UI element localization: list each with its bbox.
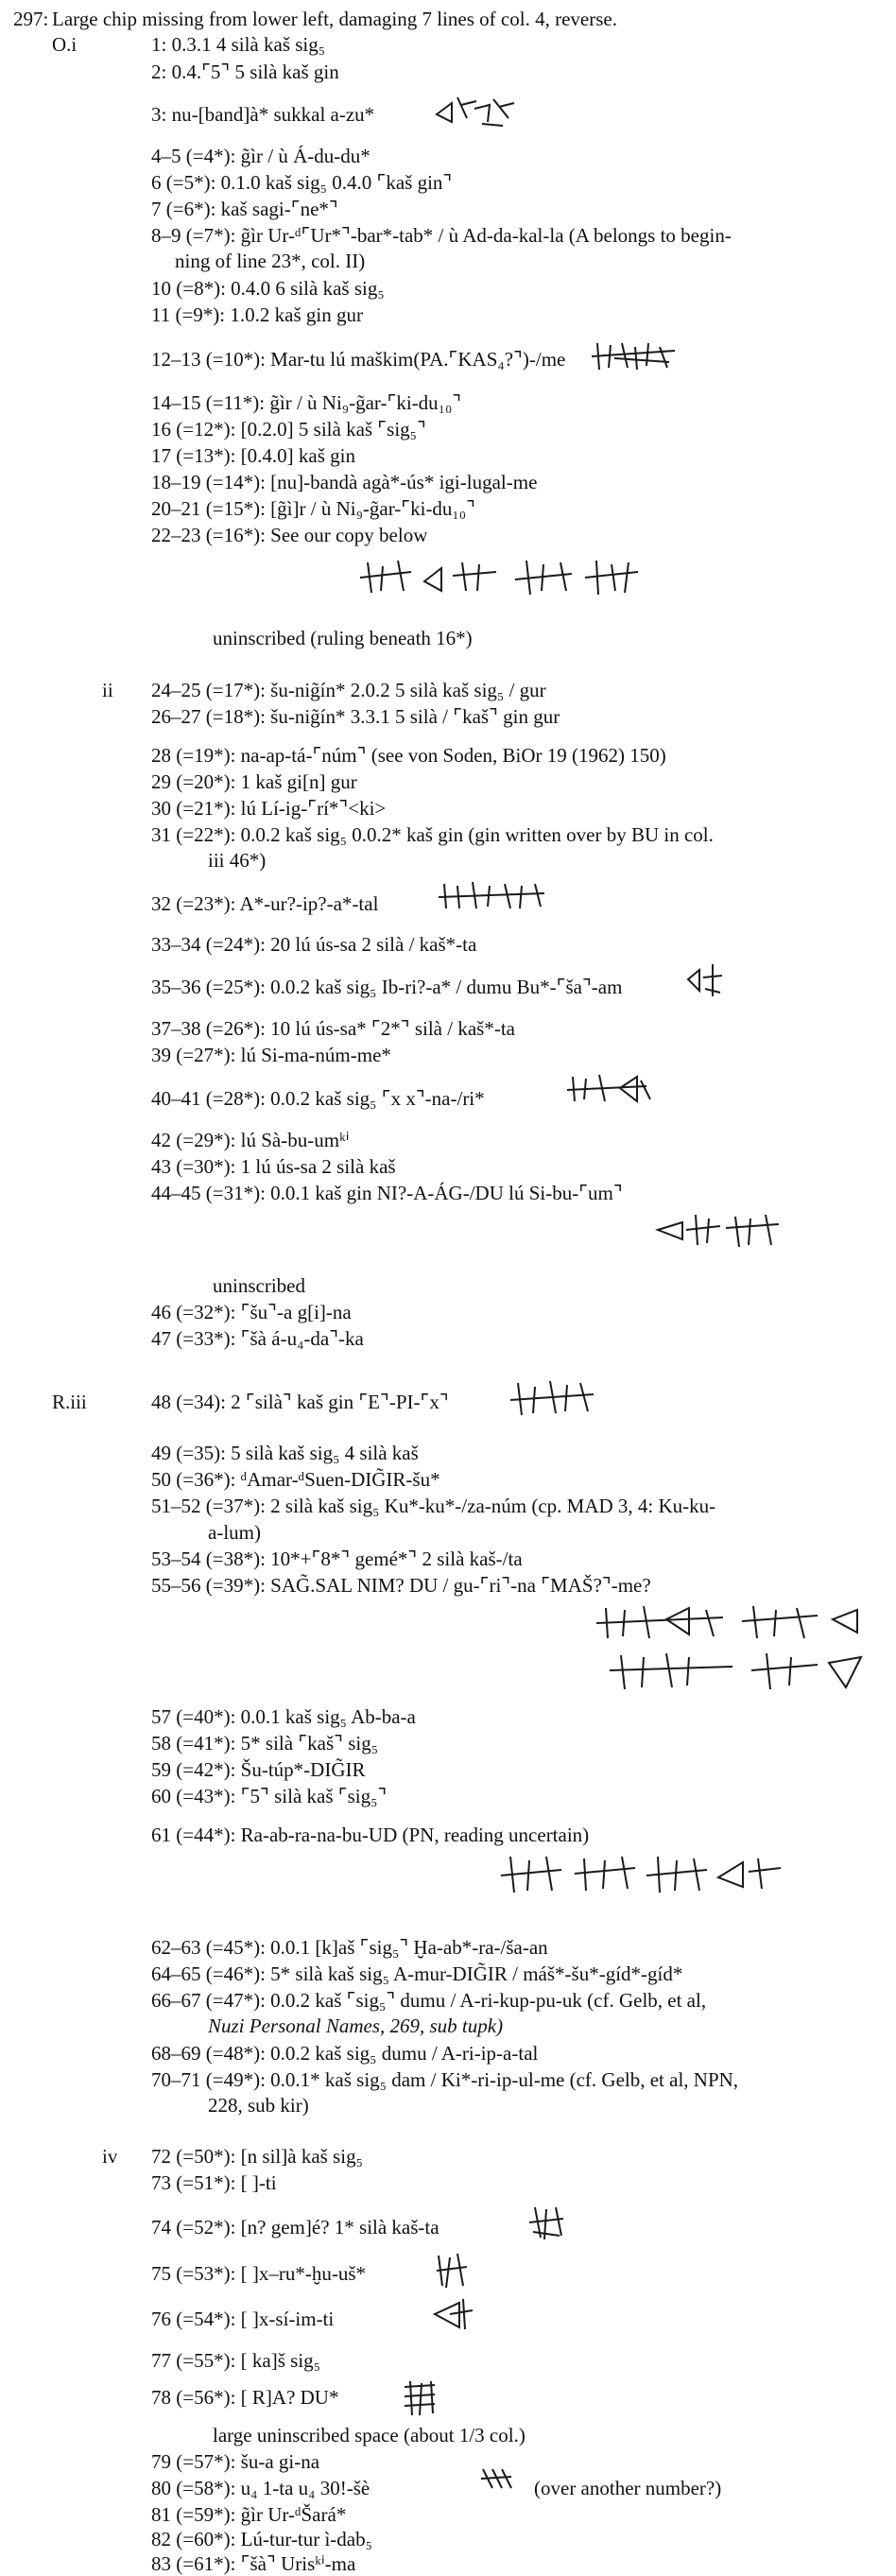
cuneiform-copy — [495, 1849, 788, 1900]
text-line-continuation: ning of line 23*, col. II) — [175, 250, 366, 272]
text-line: 53–54 (=38*): 10*+⌜8*⌝ gemé*⌝ 2 silà kaš-/ta — [151, 1547, 523, 1570]
text-line: 35–36 (=25*): 0.0.2 kaš sig₅ Ib-ri?-a* / dumu Bu*-⌜ša⌝-am — [151, 976, 623, 998]
text-line: 37–38 (=26*): 10 lú ús-sa* ⌜2*⌝ silà / kaš*-ta — [151, 1017, 515, 1040]
text-line: 33–34 (=24*): 20 lú ús-sa 2 silà / kaš*-ta — [151, 933, 477, 956]
text-line: 11 (=9*): 1.0.2 kaš gin gur — [151, 303, 363, 326]
cuneiform-copy — [591, 1600, 874, 1699]
text-line-continuation: Nuzi Personal Names, 269, sub tupk) — [208, 2014, 504, 2037]
text-line: 76 (=54*): [ ]x-sí-im-ti — [151, 2308, 335, 2330]
cuneiform-copy — [526, 2202, 567, 2243]
text-line: 58 (=41*): 5* silà ⌜kaš⌝ sig₅ — [151, 1732, 379, 1755]
text-line: 68–69 (=48*): 0.0.2 kaš sig₅ dumu / A-ri-ip-a-tal — [151, 2042, 539, 2065]
text-line: 43 (=30*): 1 lú ús-sa 2 silà kaš — [151, 1155, 396, 1178]
cuneiform-copy — [684, 960, 726, 998]
uninscribed-note: uninscribed (ruling beneath 16*) — [213, 627, 473, 649]
cuneiform-copy — [354, 553, 643, 602]
text-line: 32 (=23*): A*-ur?-ip?-a*-tal — [151, 892, 379, 915]
text-line: 57 (=40*): 0.0.1 kaš sig₅ Ab-ba-a — [151, 1705, 416, 1728]
text-line: 18–19 (=14*): [nu]-bandà agà*-ús* igi-lugal-me — [151, 471, 538, 493]
column-label-ii: ii — [102, 679, 113, 701]
text-line: 55–56 (=39*): SAG̃.SAL NIM? DU / gu-⌜ri⌝-na ⌜MAŠ?⌝-me? — [151, 1574, 651, 1597]
text-line: 10 (=8*): 0.4.0 6 silà kaš sig₅ — [151, 277, 385, 300]
text-line: 75 (=53*): [ ]x–ru*-ḫu-uš* — [151, 2262, 367, 2285]
text-line: 8–9 (=7*): g̃ìr Ur-ᵈ⌜Ur*⌝-bar*-tab* / ù Ad-da-kal-la (A belongs to begin- — [151, 224, 732, 247]
text-line-continuation: 228, sub kir) — [208, 2094, 309, 2117]
text-line: 2: 0.4.⌜5⌝ 5 silà kaš gin — [151, 61, 339, 83]
text-line: 40–41 (=28*): 0.0.2 kaš sig₅ ⌜x x⌝-na-/ri* — [151, 1087, 485, 1110]
text-line: 3: nu-[band]à* sukkal a-zu* — [151, 103, 375, 126]
cuneiform-copy — [563, 1067, 653, 1109]
text-line: 26–27 (=18*): šu-nig̃ín* 3.3.1 5 silà / ⌜kaš⌝ gin gur — [151, 705, 560, 728]
column-label-reverse-iii: R.iii — [52, 1391, 87, 1413]
text-line: 39 (=27*): lú Si-ma-núm-me* — [151, 1044, 391, 1066]
text-line-continuation: iii 46*) — [208, 849, 267, 872]
text-line: 70–71 (=49*): 0.0.1* kaš sig₅ dam / Ki*-ri-ip-ul-me (cf. Gelb, et al, NPN, — [151, 2068, 739, 2091]
text-line: 60 (=43*): ⌜5⌝ silà kaš ⌜sig₅⌝ — [151, 1785, 388, 1807]
cuneiform-copy — [431, 2293, 474, 2335]
text-line: 74 (=52*): [n? gem]é? 1* silà kaš-ta — [151, 2216, 439, 2239]
cuneiform-copy — [435, 876, 548, 914]
text-line: 6 (=5*): 0.1.0 kaš sig₅ 0.4.0 ⌜kaš gin⌝ — [151, 171, 453, 194]
text-line: 61 (=44*): Ra-ab-ra-na-bu-UD (PN, reading uncertain) — [151, 1824, 590, 1846]
entry-number: 297: — [13, 8, 49, 30]
uninscribed-note: uninscribed — [213, 1274, 305, 1297]
text-line: 80 (=58*): u₄ 1-ta u₄ 30!-šè — [151, 2477, 370, 2499]
text-line: 31 (=22*): 0.0.2 kaš sig₅ 0.0.2* kaš gin (gin written over by BU in col. — [151, 823, 714, 846]
text-line: 83 (=61*): ⌜šà⌝ Urisᵏⁱ-ma — [151, 2552, 356, 2575]
text-line: 82 (=60*): Lú-tur-tur ì-dab₅ — [151, 2528, 372, 2550]
text-line: 20–21 (=15*): [g̃ì]r / ù Ni₉-g̃ar-⌜ki-du₁₀⌝ — [151, 497, 475, 520]
column-label-obverse-i: O.i — [52, 33, 78, 56]
text-line: 29 (=20*): 1 kaš gi[n] gur — [151, 770, 357, 793]
text-line: 44–45 (=31*): 0.0.1 kaš gin NI?-A-ÁG-/DU lú Si-bu-⌜um⌝ — [151, 1182, 623, 1204]
cuneiform-copy — [505, 1375, 599, 1419]
text-line: 4–5 (=4*): g̃ìr / ù Á-du-du* — [151, 145, 370, 167]
text-line: 64–65 (=46*): 5* silà kaš sig₅ A-mur-DIG̃IR / máš*-šu*-gíd*-gíd* — [151, 1962, 683, 1985]
text-line: 1: 0.3.1 4 silà kaš sig₅ — [151, 33, 326, 56]
text-line-note: (over another number?) — [534, 2477, 722, 2499]
text-line: 14–15 (=11*): g̃ìr / ù Ni₉-g̃ar-⌜ki-du₁₀⌝ — [151, 391, 462, 414]
text-line-continuation: a-lum) — [208, 1521, 261, 1544]
cuneiform-copy — [654, 1209, 786, 1251]
text-line: 22–23 (=16*): See our copy below — [151, 524, 428, 546]
cuneiform-copy — [433, 90, 518, 131]
text-line: 73 (=51*): [ ]-ti — [151, 2171, 277, 2194]
cuneiform-copy — [433, 2248, 471, 2291]
text-line: 42 (=29*): lú Sà-bu-umᵏⁱ — [151, 1129, 350, 1151]
text-line: 50 (=36*): ᵈAmar-ᵈSuen-DIG̃IR-šu* — [151, 1468, 440, 1491]
text-line: 78 (=56*): [ R]A? DU* — [151, 2386, 339, 2409]
text-line: 46 (=32*): ⌜šu⌝-a g[i]-na — [151, 1301, 352, 1323]
text-line: 72 (=50*): [n sil]à kaš sig₅ — [151, 2145, 363, 2168]
text-line: 59 (=42*): Šu-túp*-DIG̃IR — [151, 1758, 366, 1781]
text-line: 28 (=19*): na-ap-tá-⌜núm⌝ (see von Soden, BiOr 19 (1962) 150) — [151, 744, 666, 767]
text-line: 62–63 (=45*): 0.0.1 [k]aš ⌜sig₅⌝ Ḫa-ab*-ra-/ša-an — [151, 1936, 548, 1959]
text-line: 7 (=6*): kaš sagi-⌜ne*⌝ — [151, 198, 338, 220]
text-line: 24–25 (=17*): šu-nig̃ín* 2.0.2 5 silà kaš sig₅ / gur — [151, 679, 546, 701]
text-line: 77 (=55*): [ ka]š sig₅ — [151, 2349, 320, 2372]
uninscribed-note: large uninscribed space (about 1/3 col.) — [213, 2424, 526, 2446]
text-line: 81 (=59*): g̃ìr Ur-ᵈŠará* — [151, 2503, 347, 2526]
cuneiform-copy — [586, 337, 681, 375]
cuneiform-copy — [477, 2465, 515, 2494]
text-line: 51–52 (=37*): 2 silà kaš sig₅ Ku*-ku*-/za-núm (cp. MAD 3, 4: Ku-ku- — [151, 1495, 716, 1517]
text-line: 12–13 (=10*): Mar-tu lú maškim(PA.⌜KAS₄?⌝)-/me — [151, 348, 566, 371]
entry-header: Large chip missing from lower left, damaging 7 lines of col. 4, reverse. — [52, 8, 617, 30]
text-line: 79 (=57*): šu-a gi-na — [151, 2450, 320, 2473]
text-line: 47 (=33*): ⌜šà á-u₄-da⌝-ka — [151, 1327, 364, 1350]
column-label-iv: iv — [102, 2145, 118, 2168]
text-line: 17 (=13*): [0.4.0] kaš gin — [151, 444, 355, 467]
cuneiform-copy — [401, 2377, 439, 2419]
text-line: 66–67 (=47*): 0.0.2 kaš ⌜sig₅⌝ dumu / A-ri-kup-pu-uk (cf. Gelb, et al, — [151, 1989, 707, 2012]
text-line: 48 (=34): 2 ⌜silà⌝ kaš gin ⌜E⌝-PI-⌜x⌝ — [151, 1391, 449, 1413]
text-line: 49 (=35): 5 silà kaš sig₅ 4 silà kaš — [151, 1442, 419, 1464]
text-line: 16 (=12*): [0.2.0] 5 silà kaš ⌜sig₅⌝ — [151, 418, 426, 441]
text-line: 30 (=21*): lú Lí-ig-⌜rí*⌝<ki> — [151, 797, 387, 820]
